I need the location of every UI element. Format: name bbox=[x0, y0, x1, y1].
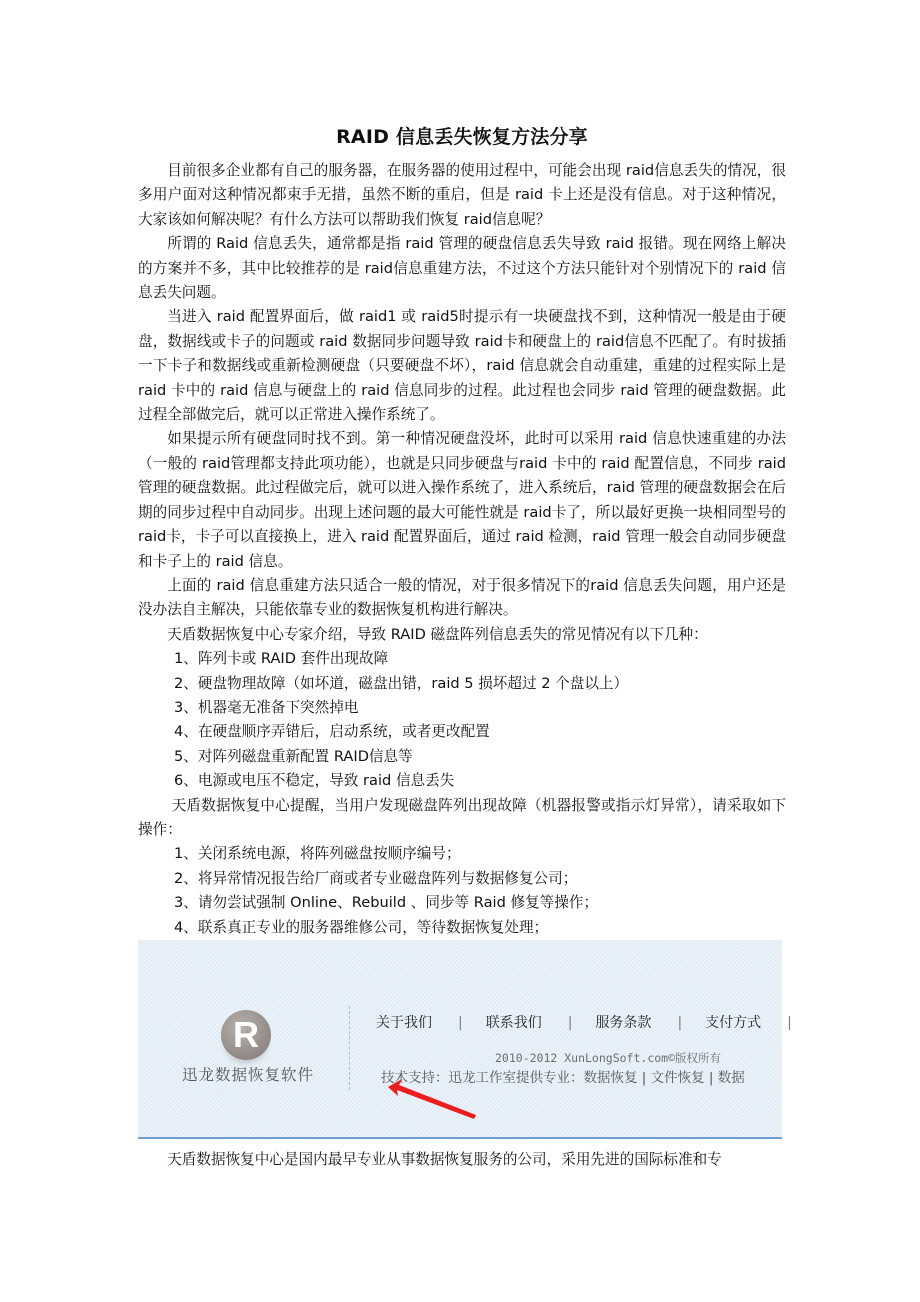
footer-nav bbox=[376, 1012, 815, 1032]
tech-support-text: 技术支持：迅龙工作室提供专业：数据恢复 | 文件恢复 | 数据 bbox=[381, 1070, 745, 1086]
copyright-text: 2010-2012 XunLongSoft.com©版权所有 bbox=[495, 1051, 722, 1065]
cause-item: 6、电源或电压不稳定，导致 raid 信息丢失 bbox=[174, 772, 455, 790]
cause-item: 2、硬盘物理故障（如坏道，磁盘出错，raid 5 损坏超过 2 个盘以上） bbox=[174, 674, 629, 692]
step-item: 1、关闭系统电源，将阵列磁盘按顺序编号； bbox=[174, 845, 461, 863]
nav-separator: | bbox=[677, 1015, 683, 1031]
paragraph-limitation: 上面的 raid 信息重建方法只适合一般的情况，对于很多情况下的raid 信息丢失问题，用户还是没办法自主解决，只能依靠专业的数据恢复机构进行解决。 bbox=[138, 576, 786, 619]
red-arrow-icon bbox=[378, 1077, 478, 1122]
paragraph-reminder: 天盾数据恢复中心提醒，当用户发现磁盘阵列出现故障（机器报警或指示灯异常），请采取如下操作： bbox=[138, 796, 786, 838]
causes-list bbox=[138, 647, 786, 793]
nav-separator: | bbox=[787, 1015, 792, 1031]
nav-separator: | bbox=[458, 1015, 463, 1031]
cause-item: 4、在硬盘顺序弄错后，启动系统，或者更改配置 bbox=[174, 723, 490, 741]
embedded-website-footer-image bbox=[138, 940, 792, 1139]
nav-link-terms[interactable]: 服务条款 bbox=[595, 1015, 652, 1031]
registered-logo-icon bbox=[221, 1010, 271, 1060]
paragraph-company-intro: 天盾数据恢复中心是国内最早专业从事数据恢复服务的公司，采用先进的国际标准和专 bbox=[167, 1151, 722, 1168]
document-title: RAID 信息丢失恢复方法分享 bbox=[336, 126, 588, 148]
cause-item: 5、对阵列磁盘重新配置 RAID信息等 bbox=[174, 747, 413, 765]
step-item: 3、请勿尝试强制 Online、Rebuild 、同步等 Raid 修复等操作； bbox=[174, 894, 599, 912]
cause-item: 3、机器毫无准备下突然掉电 bbox=[174, 698, 359, 716]
paragraph-definition: 所谓的 Raid 信息丢失，通常都是指 raid 管理的硬盘信息丢失导致 raid 报错。现在网络上解决的方案并不多，其中比较推荐的是 raid信息重建方法，不过这个方法只能针对个别情况下的 raid 信息丢失问题。 bbox=[138, 235, 786, 302]
paragraph-causes-intro: 天盾数据恢复中心专家介绍，导致 RAID 磁盘阵列信息丢失的常见情况有以下几种： bbox=[167, 625, 708, 643]
nav-separator: | bbox=[567, 1015, 573, 1031]
nav-link-about[interactable]: 关于我们 bbox=[376, 1015, 432, 1031]
nav-link-payment[interactable]: 支付方式 bbox=[705, 1015, 762, 1031]
document-body bbox=[138, 159, 786, 940]
logo-letter: R bbox=[233, 1014, 259, 1055]
step-item: 4、联系真正专业的服务器维修公司，等待数据恢复处理； bbox=[174, 918, 549, 936]
steps-list bbox=[138, 842, 786, 940]
paragraph-intro: 目前很多企业都有自己的服务器，在服务器的使用过程中，可能会出现 raid信息丢失的情况，很多用户面对这种情况都束手无措，虽然不断的重启，但是 raid 卡上还是没有信息。对于这种情况，大家该如何解决呢？有什么方法可以帮助我们恢复 raid信息呢？ bbox=[138, 162, 786, 228]
dashed-divider bbox=[349, 1006, 350, 1090]
paragraph-all-disks: 如果提示所有硬盘同时找不到。第一种情况硬盘没坏，此时可以采用 raid 信息快速重建的办法（一般的 raid管理都支持此项功能），也就是只同步硬盘与raid 卡中的 raid 配置信息，不同步 raid 管理的硬盘数据。此过程做完后，就可以进入操作系统了，进入系统后，raid 管理的硬盘数据会在后期的同步过程中自动同步。出现上述问题的最大可能性就是 raid卡了，所以最好更换一块相同型号的 raid卡，卡子可以直接换上，进入 raid 配置界面后，通过 raid 检测，raid 管理一般会自动同步硬盘和卡子上的 raid 信息。 bbox=[138, 430, 786, 570]
paragraph-single-disk: 当进入 raid 配置界面后，做 raid1 或 raid5时提示有一块硬盘找不到，这种情况一般是由于硬盘，数据线或卡子的问题或 raid 数据同步问题导致 raid卡和硬盘上的 raid信息不匹配了。有时拔插一下卡子和数据线或重新检测硬盘（只要硬盘不坏），raid 信息就会自动重建，重建的过程实际上是 raid 卡中的 raid 信息与硬盘上的 raid 信息同步的过程。此过程也会同步 raid 管理的硬盘数据。此过程全部做完后，就可以正常进入操作系统了。 bbox=[138, 308, 786, 424]
cause-item: 1、阵列卡或 RAID 套件出现故障 bbox=[174, 650, 389, 668]
logo-text: 迅龙数据恢复软件 bbox=[181, 1066, 314, 1084]
step-item: 2、将异常情况报告给厂商或者专业磁盘阵列与数据修复公司； bbox=[174, 869, 578, 887]
nav-link-contact[interactable]: 联系我们 bbox=[485, 1015, 542, 1031]
